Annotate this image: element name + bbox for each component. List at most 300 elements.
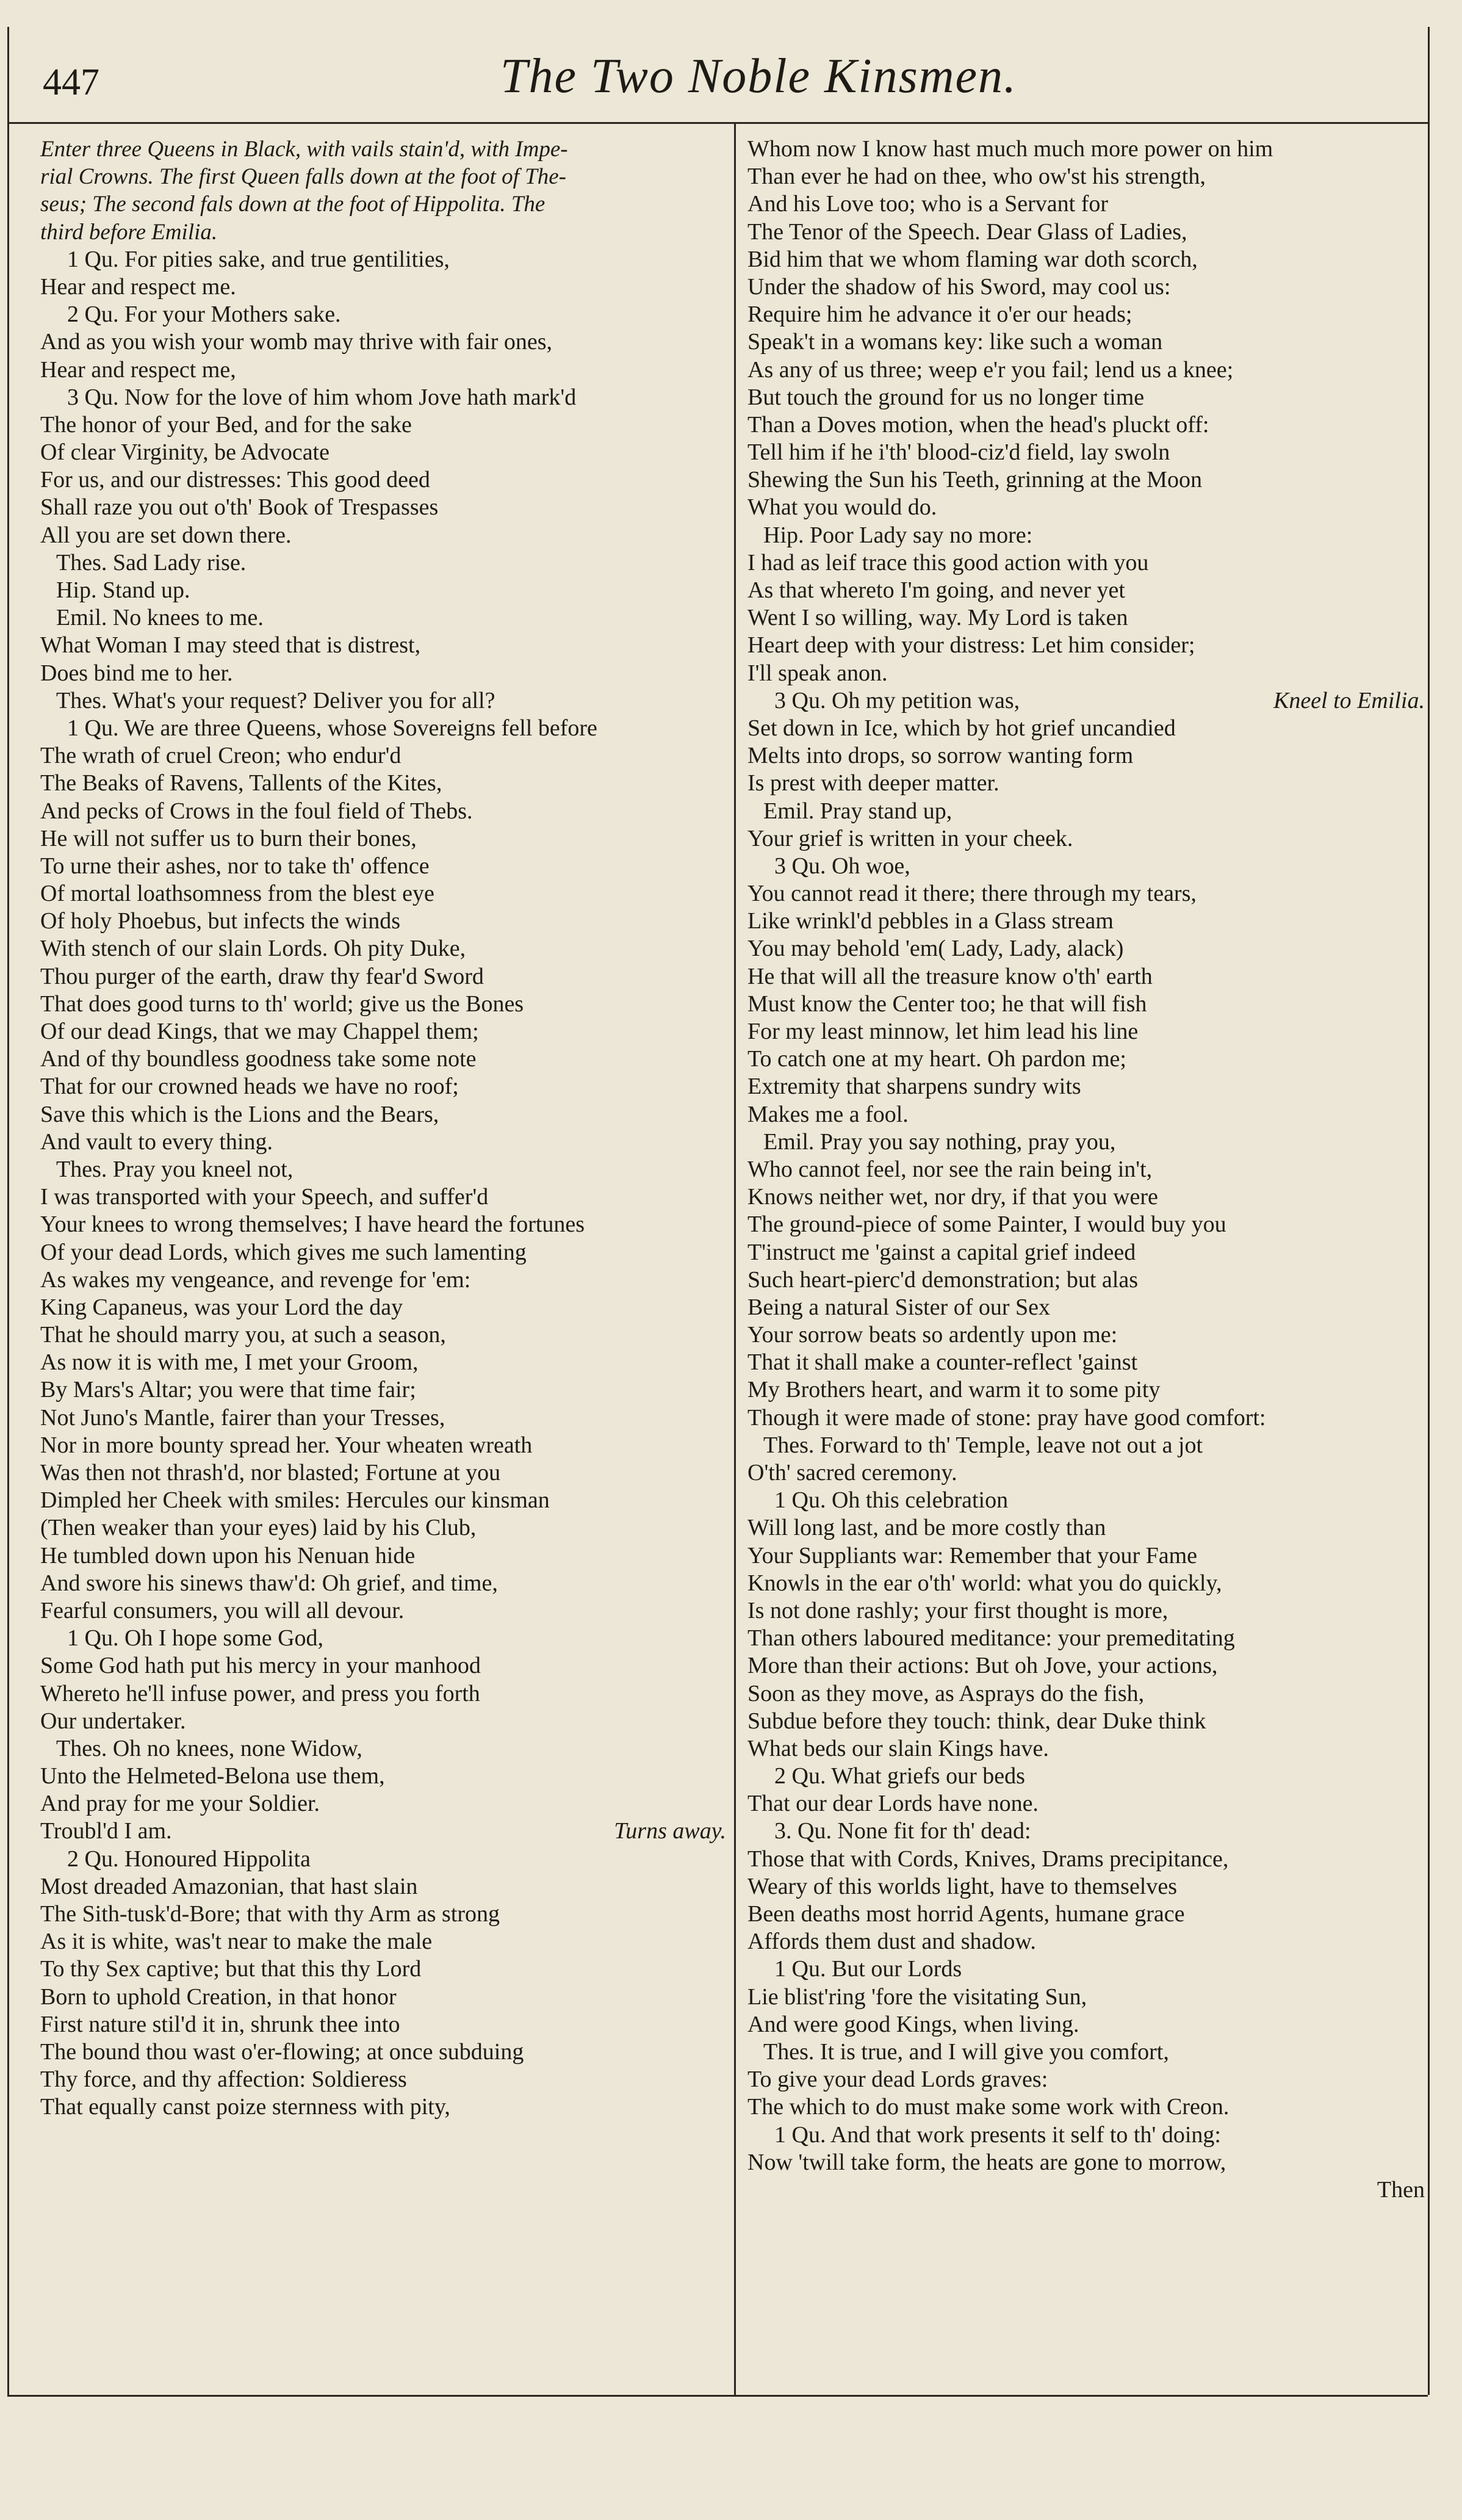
line-text: Was then not thrash'd, nor blasted; Fortune at you [40,1460,501,1486]
line-text: Fearful consumers, you will all devour. [40,1597,405,1623]
text-line [40,466,726,494]
line-text: And vault to every thing. [40,1128,273,1155]
text-line [747,1984,1425,2011]
text-line [40,2066,726,2093]
text-line [40,1211,726,1238]
text-line [40,1984,726,2011]
text-line [747,1846,1425,1873]
text-line [747,1955,1425,1983]
line-text: Speak't in a womans key: like such a woman [747,329,1163,355]
line-text: Hear and respect me, [40,356,236,383]
line-text: 2 Qu. What griefs our beds [774,1763,1025,1789]
line-text: Shall raze you out o'th' Book of Trespasses [40,494,439,521]
line-text: Does bind me to her. [40,660,233,686]
line-text: You may behold 'em( Lady, Lady, alack) [747,936,1124,962]
line-text: The wrath of cruel Creon; who endur'd [40,743,402,769]
text-line [747,1652,1425,1680]
line-text: 3 Qu. Oh my petition was, [774,687,1020,713]
text-line [40,1459,726,1487]
line-text: To give your dead Lords graves: [747,2067,1048,2093]
line-text: He that will all the treasure know o'th' earth [747,963,1153,989]
line-text: The bound thou wast o'er-flowing; at once subduing [40,2038,524,2065]
line-text: Those that with Cords, Knives, Drams precipitance, [747,1846,1229,1872]
text-line [747,163,1425,190]
line-text: As any of us three; weep e'r you fail; lend us a knee; [747,356,1234,383]
text-line [747,2038,1425,2066]
line-text: Thes. It is true, and I will give you comfort, [763,2038,1169,2065]
text-line [40,1073,726,1100]
text-line [747,2093,1425,2121]
line-text: Set down in Ice, which by hot grief uncandied [747,715,1176,741]
text-line [747,742,1425,770]
text-line [747,1901,1425,1928]
line-text: The which to do must make some work with Creon. [747,2094,1230,2120]
stage-direction-line [40,163,726,190]
text-line [40,439,726,466]
line-text: Hip. Stand up. [56,577,190,603]
text-line [40,1376,726,1404]
line-text: 1 Qu. Oh this celebration [774,1487,1009,1514]
text-line [40,549,726,577]
text-line [747,991,1425,1018]
text-line [40,1955,726,1983]
text-line [747,1763,1425,1790]
line-text: Of mortal loathsomness from the blest eye [40,881,434,907]
line-text: 2 Qu. Honoured Hippolita [67,1846,311,1872]
text-line [747,411,1425,439]
line-text: 1 Qu. For pities sake, and true gentilities, [67,246,450,272]
line-text: Like wrinkl'd pebbles in a Glass stream [747,908,1114,934]
line-text: With stench of our slain Lords. Oh pity Duke, [40,936,466,962]
text-line [747,190,1425,218]
line-text: Of clear Virginity, be Advocate [40,439,329,466]
text-line [40,384,726,411]
text-line [747,135,1425,163]
line-text: Thes. Pray you kneel not, [56,1156,293,1182]
line-text: Your Suppliants war: Remember that your Fame [747,1542,1198,1569]
text-line [747,1542,1425,1570]
line-text: Is prest with deeper matter. [747,770,999,796]
stage-direction: Kneel to Emilia. [1273,687,1425,713]
line-text: third before Emilia. [40,219,218,245]
line-text: Will long last, and be more costly than [747,1515,1106,1541]
line-text: My Brothers heart, and warm it to some pity [747,1377,1161,1403]
text-line [40,1128,726,1156]
line-text: For us, and our distresses: This good deed [40,467,430,493]
text-line [747,1487,1425,1514]
catchword: Then [1377,2176,1425,2203]
text-line [40,687,726,715]
line-text: Hip. Poor Lady say no more: [763,522,1033,548]
line-text: Soon as they move, as Asprays do the fish, [747,1680,1145,1706]
text-line [747,1680,1425,1708]
line-text: More than their actions: But oh Jove, your actions, [747,1653,1218,1679]
line-text: As now it is with me, I met your Groom, [40,1349,419,1376]
text-line [40,1266,726,1294]
text-line [747,1349,1425,1376]
line-text: Knowls in the ear o'th' world: what you do quickly, [747,1570,1222,1596]
text-line [40,1790,726,1818]
text-line [40,991,726,1018]
line-text: Unto the Helmeted-Belona use them, [40,1763,385,1789]
line-text: Affords them dust and shadow. [747,1929,1036,1955]
line-text: Lie blist'ring 'fore the visitating Sun, [747,1984,1087,2010]
text-line [747,1514,1425,1542]
right-column [747,135,1425,2204]
line-text: 3 Qu. Now for the love of him whom Jove hath mark'd [67,384,577,410]
line-text: That he should marry you, at such a season, [40,1322,446,1348]
line-text: O'th' sacred ceremony. [747,1460,957,1486]
line-text: All you are set down there. [40,522,292,548]
line-text: Nor in more bounty spread her. Your wheaten wreath [40,1432,533,1458]
text-line [40,853,726,880]
line-text: Emil. Pray stand up, [763,798,952,824]
text-line [747,246,1425,273]
text-line [747,1018,1425,1045]
text-line [40,798,726,825]
text-line [747,1928,1425,1955]
text-line [40,770,726,797]
text-line [40,1597,726,1625]
line-text: The honor of your Bed, and for the sake [40,411,412,438]
line-text: Than ever he had on thee, who ow'st his strength, [747,164,1206,190]
line-text: What Woman I may steed that is distrest, [40,632,421,659]
text-line [747,1156,1425,1183]
text-line [747,1818,1425,1845]
line-text: The Tenor of the Speech. Dear Glass of Ladies, [747,218,1187,245]
text-line [40,328,726,356]
line-text: 2 Qu. For your Mothers sake. [67,301,341,328]
text-line [40,522,726,549]
line-text: Emil. No knees to me. [56,605,264,631]
line-text: Require him he advance it o'er our heads; [747,301,1133,328]
text-line [40,2011,726,2038]
line-text: Weary of this worlds light, have to themselves [747,1873,1178,1899]
line-text: And pecks of Crows in the foul field of Thebs. [40,798,473,824]
text-line [40,825,726,853]
text-line [40,301,726,328]
line-text: Than others laboured meditance: your premeditating [747,1625,1235,1652]
text-line [40,1183,726,1211]
text-line [40,1680,726,1708]
line-text: What you would do. [747,494,937,521]
text-line [40,1514,726,1542]
text-line [747,466,1425,494]
line-text: The ground-piece of some Painter, I would buy you [747,1211,1226,1238]
text-line [40,1239,726,1266]
text-line [747,935,1425,962]
text-line [40,1873,726,1901]
text-line [40,742,726,770]
line-text: And were good Kings, when living. [747,2011,1079,2037]
text-line [747,1790,1425,1818]
text-line [40,1018,726,1045]
text-line [747,1708,1425,1735]
line-text: 3 Qu. Oh woe, [774,853,910,879]
line-text: To catch one at my heart. Oh pardon me; [747,1046,1126,1072]
line-text: Makes me a fool. [747,1101,909,1127]
page-number: 447 [43,62,99,103]
line-text: Thes. Forward to th' Temple, leave not out a jot [763,1432,1203,1458]
line-text: Must know the Center too; he that will fish [747,991,1147,1017]
line-text: Melts into drops, so sorrow wanting form [747,743,1134,769]
line-text: Your knees to wrong themselves; I have heard the fortunes [40,1211,585,1238]
stage-direction: Turns away. [614,1818,726,1844]
text-line [747,908,1425,935]
line-text: The Beaks of Ravens, Tallents of the Kites, [40,770,442,796]
line-text: Of your dead Lords, which gives me such lamenting [40,1239,527,1265]
line-text: (Then weaker than your eyes) laid by his Club, [40,1515,477,1541]
line-text: And his Love too; who is a Servant for [747,191,1109,217]
line-text: Our undertaker. [40,1708,186,1734]
text-line [40,1735,726,1763]
running-title: The Two Noble Kinsmen. [500,49,1018,103]
line-text: He tumbled down upon his Nenuan hide [40,1542,416,1569]
text-line [40,1404,726,1432]
text-line [747,2121,1425,2149]
line-text: Thes. What's your request? Deliver you for all? [56,687,495,713]
text-line [747,2066,1425,2093]
line-text: Born to uphold Creation, in that honor [40,1984,397,2010]
line-text: You cannot read it there; there through my tears, [747,881,1197,907]
text-line [747,356,1425,384]
text-line [40,715,726,742]
line-text: Thes. Sad Lady rise. [56,549,247,576]
line-text: 1 Qu. We are three Queens, whose Sovereigns fell before [67,715,597,741]
text-line [747,1211,1425,1238]
footer-rule [7,2395,1428,2397]
text-line [747,687,1425,715]
text-line [747,1183,1425,1211]
text-line [747,1239,1425,1266]
line-text: Though it were made of stone: pray have good comfort: [747,1404,1266,1431]
line-text: And of thy boundless goodness take some note [40,1046,477,1072]
line-text: And swore his sinews thaw'd: Oh grief, and time, [40,1570,498,1596]
text-line [40,1542,726,1570]
text-line [747,577,1425,604]
text-line [40,494,726,521]
text-line [40,2038,726,2066]
text-line [747,632,1425,659]
line-text: Being a natural Sister of our Sex [747,1294,1051,1320]
text-line [747,549,1425,577]
text-line [747,1045,1425,1073]
line-text: And pray for me your Soldier. [40,1791,320,1817]
text-line [747,660,1425,687]
text-line [747,273,1425,301]
text-line [40,1901,726,1928]
text-line [747,1073,1425,1100]
text-line [40,1294,726,1321]
text-line [40,1349,726,1376]
text-line [747,2149,1425,2176]
line-text: As it is white, was't near to make the male [40,1929,433,1955]
line-text: Than a Doves motion, when the head's pluckt off: [747,411,1209,438]
text-line [40,356,726,384]
text-line [40,411,726,439]
text-line [40,1487,726,1514]
line-text: Thy force, and thy affection: Soldieress [40,2067,407,2093]
text-line [40,1846,726,1873]
text-line [40,2093,726,2121]
line-text: rial Crowns. The first Queen falls down at the foot of The- [40,164,567,190]
text-line [747,439,1425,466]
line-text: Thou purger of the earth, draw thy fear'd Sword [40,963,484,989]
text-line [747,1404,1425,1432]
text-line [40,1570,726,1597]
line-text: Thes. Oh no knees, none Widow, [56,1735,362,1761]
line-text: Subdue before they touch: think, dear Duke think [747,1708,1206,1734]
text-line [40,1101,726,1128]
text-line [747,825,1425,853]
line-text: seus; The second fals down at the foot of Hippolita. The [40,192,546,217]
line-text: Such heart-pierc'd demonstration; but alas [747,1266,1138,1293]
line-text: Troubl'd I am. [40,1818,172,1844]
text-line [747,1101,1425,1128]
text-line [747,963,1425,991]
text-line [40,908,726,935]
line-text: 1 Qu. But our Lords [774,1956,962,1982]
line-text: Heart deep with your distress: Let him consider; [747,632,1195,659]
line-text: Hear and respect me. [40,273,236,300]
text-line [747,2011,1425,2038]
line-text: Most dreaded Amazonian, that hast slain [40,1873,418,1899]
line-text: Went I so willing, way. My Lord is taken [747,605,1128,631]
line-text: The Sith-tusk'd-Bore; that with thy Arm as strong [40,1901,500,1927]
line-text: Tell him if he i'th' blood-ciz'd field, lay swoln [747,439,1170,466]
line-text: That does good turns to th' world; give us the Bones [40,991,524,1017]
text-line [40,1156,726,1183]
text-line [747,853,1425,880]
text-line [747,1625,1425,1652]
line-text: Shewing the Sun his Teeth, grinning at the Moon [747,467,1202,493]
text-line [747,1266,1425,1294]
line-text: That for our crowned heads we have no roof; [40,1074,459,1100]
line-text: Emil. Pray you say nothing, pray you, [763,1128,1116,1155]
line-text: But touch the ground for us no longer time [747,384,1145,410]
line-text: Whom now I know hast much much more power on him [747,136,1273,162]
text-line [40,1928,726,1955]
stage-direction-line [40,218,726,246]
text-line [747,1294,1425,1321]
text-line [40,880,726,908]
line-text: 3. Qu. None fit for th' dead: [774,1818,1031,1844]
line-text: Save this which is the Lions and the Bears, [40,1101,439,1127]
text-line [40,1321,726,1349]
line-text: T'instruct me 'gainst a capital grief indeed [747,1239,1136,1265]
text-line [747,1321,1425,1349]
text-line [747,301,1425,328]
line-text: As wakes my vengeance, and revenge for 'em: [40,1266,471,1293]
text-line [40,1432,726,1459]
text-line [747,880,1425,908]
line-text: And as you wish your womb may thrive with fair ones, [40,329,553,355]
text-line [40,1625,726,1652]
text-line [747,522,1425,549]
stage-direction-line [40,135,726,163]
left-column [40,135,726,2121]
line-text: That it shall make a counter-reflect 'gainst [747,1349,1138,1376]
text-line [40,604,726,632]
line-text: Knows neither wet, nor dry, if that you were [747,1184,1158,1210]
line-text: Is not done rashly; your first thought is more, [747,1597,1169,1623]
text-line [747,770,1425,797]
line-text: 1 Qu. Oh I hope some God, [67,1625,324,1652]
text-line [40,246,726,273]
text-line [747,1735,1425,1763]
line-text: 1 Qu. And that work presents it self to th' doing: [774,2121,1221,2148]
line-text: Some God hath put his mercy in your manhood [40,1653,481,1679]
text-line [40,935,726,962]
line-text: What beds our slain Kings have. [747,1735,1049,1761]
line-text: Under the shadow of his Sword, may cool us: [747,273,1171,300]
header-rule [7,122,1428,124]
text-line [40,1045,726,1073]
line-text: Your sorrow beats so ardently upon me: [747,1322,1118,1348]
line-text: That equally canst poize sternness with pity, [40,2094,450,2120]
text-line [747,715,1425,742]
line-text: That our dear Lords have none. [747,1791,1039,1817]
line-text: I was transported with your Speech, and suffer'd [40,1184,489,1210]
text-line [747,384,1425,411]
text-line [747,494,1425,521]
text-line [40,660,726,687]
line-text: To urne their ashes, nor to take th' offence [40,853,430,879]
line-text: Whereto he'll infuse power, and press you forth [40,1680,480,1706]
line-text: First nature stil'd it in, shrunk thee into [40,2011,400,2037]
text-line [747,218,1425,246]
line-text: As that whereto I'm going, and never yet [747,577,1125,603]
text-line [40,1708,726,1735]
line-text: To thy Sex captive; but that this thy Lord [40,1956,422,1982]
line-text: Of our dead Kings, that we may Chappel them; [40,1019,479,1044]
text-line [747,1128,1425,1156]
text-line [40,1652,726,1680]
line-text: He will not suffer us to burn their bones, [40,825,417,851]
text-line [747,604,1425,632]
line-text: King Capaneus, was your Lord the day [40,1294,403,1320]
line-text: Now 'twill take form, the heats are gone to morrow, [747,2149,1226,2175]
line-text: For my least minnow, let him lead his line [747,1019,1139,1044]
text-line [747,328,1425,356]
line-text: Bid him that we whom flaming war doth scorch, [747,246,1198,272]
text-line [747,1459,1425,1487]
line-text: Not Juno's Mantle, fairer than your Tresses, [40,1404,445,1431]
line-text: Dimpled her Cheek with smiles: Hercules our kinsman [40,1487,550,1514]
stage-direction-line [40,190,726,218]
line-text: Of holy Phoebus, but infects the winds [40,908,401,934]
line-text: By Mars's Altar; you were that time fair; [40,1377,416,1403]
text-line [747,798,1425,825]
text-line [40,273,726,301]
text-line [747,1432,1425,1459]
text-line [40,1763,726,1790]
text-line [747,1597,1425,1625]
column-divider [734,122,736,2395]
line-text: I had as leif trace this good action with you [747,549,1149,576]
line-text: Enter three Queens in Black, with vails stain'd, with Impe- [40,137,568,162]
text-line [747,1376,1425,1404]
text-line [40,963,726,991]
line-text: Extremity that sharpens sundry wits [747,1074,1081,1100]
text-line [40,632,726,659]
text-line [40,1818,726,1845]
text-line [40,577,726,604]
line-text: Your grief is written in your cheek. [747,825,1073,851]
line-text: Who cannot feel, nor see the rain being in't, [747,1156,1153,1182]
text-line [747,1873,1425,1901]
line-text: I'll speak anon. [747,660,888,686]
